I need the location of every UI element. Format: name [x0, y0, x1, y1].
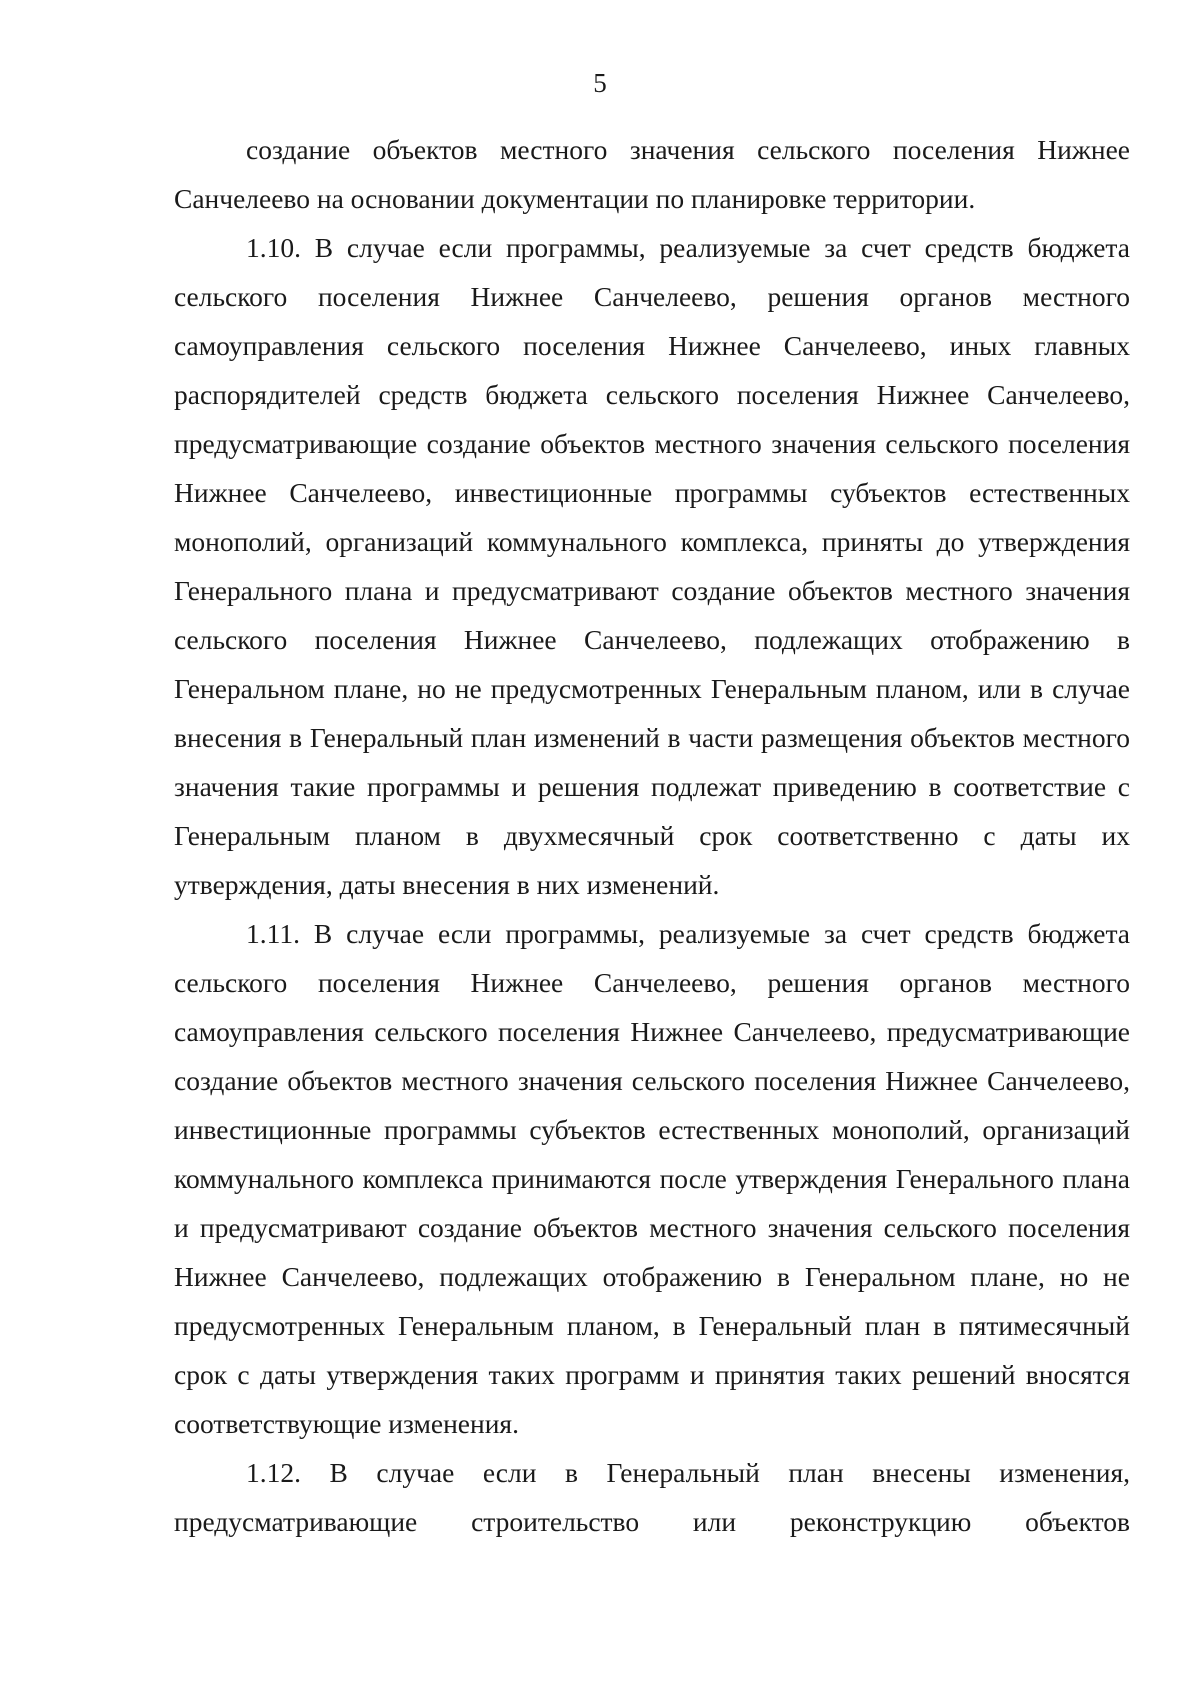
paragraph-1-11: 1.11. В случае если программы, реализуемые за счет средств бюджета сельского поселения Нижнее Санчелеево, решения органов местного самоуправления сельского поселения Нижнее Санчелеево, предусматривающие создание объектов местного значения сельского поселения Нижнее Санчелеево, инвестиционные программы субъектов естественных монополий, организаций коммунального комплекса принимаются после утверждения Генерального плана и предусматривают создание объектов местного значения сельского поселения Нижнее Санчелеево, подлежащих отображению в Генеральном плане, но не предусмотренных Генеральным планом, в Генеральный план в пятимесячный срок с даты утверждения таких программ и принятия таких решений вносятся соответствующие изменения. [174, 918, 1130, 1439]
paragraph-continuation: создание объектов местного значения сельского поселения Нижнее Санчелеево на основании документации по планировке территории. [174, 134, 1130, 214]
paragraph-1-10: 1.10. В случае если программы, реализуемые за счет средств бюджета сельского поселения Нижнее Санчелеево, решения органов местного самоуправления сельского поселения Нижнее Санчелеево, иных главных распорядителей средств бюджета сельского поселения Нижнее Санчелеево, предусматривающие создание объектов местного значения сельского поселения Нижнее Санчелеево, инвестиционные программы субъектов естественных монополий, организаций коммунального комплекса, приняты до утверждения Генерального плана и предусматривают создание объектов местного значения сельского поселения Нижнее Санчелеево, подлежащих отображению в Генеральном плане, но не предусмотренных Генеральным планом, или в случае внесения в Генеральный план изменений в части размещения объектов местного значения такие программы и решения подлежат приведению в соответствие с Генеральным планом в двухмесячный срок соответственно с даты их утверждения, даты внесения в них изменений. [174, 232, 1130, 900]
paragraph-1-12: 1.12. В случае если в Генеральный план внесены изменения, предусматривающие строительство или реконструкцию объектов [174, 1457, 1130, 1537]
document-body [174, 125, 1130, 1546]
page-number: 5 [593, 68, 607, 98]
